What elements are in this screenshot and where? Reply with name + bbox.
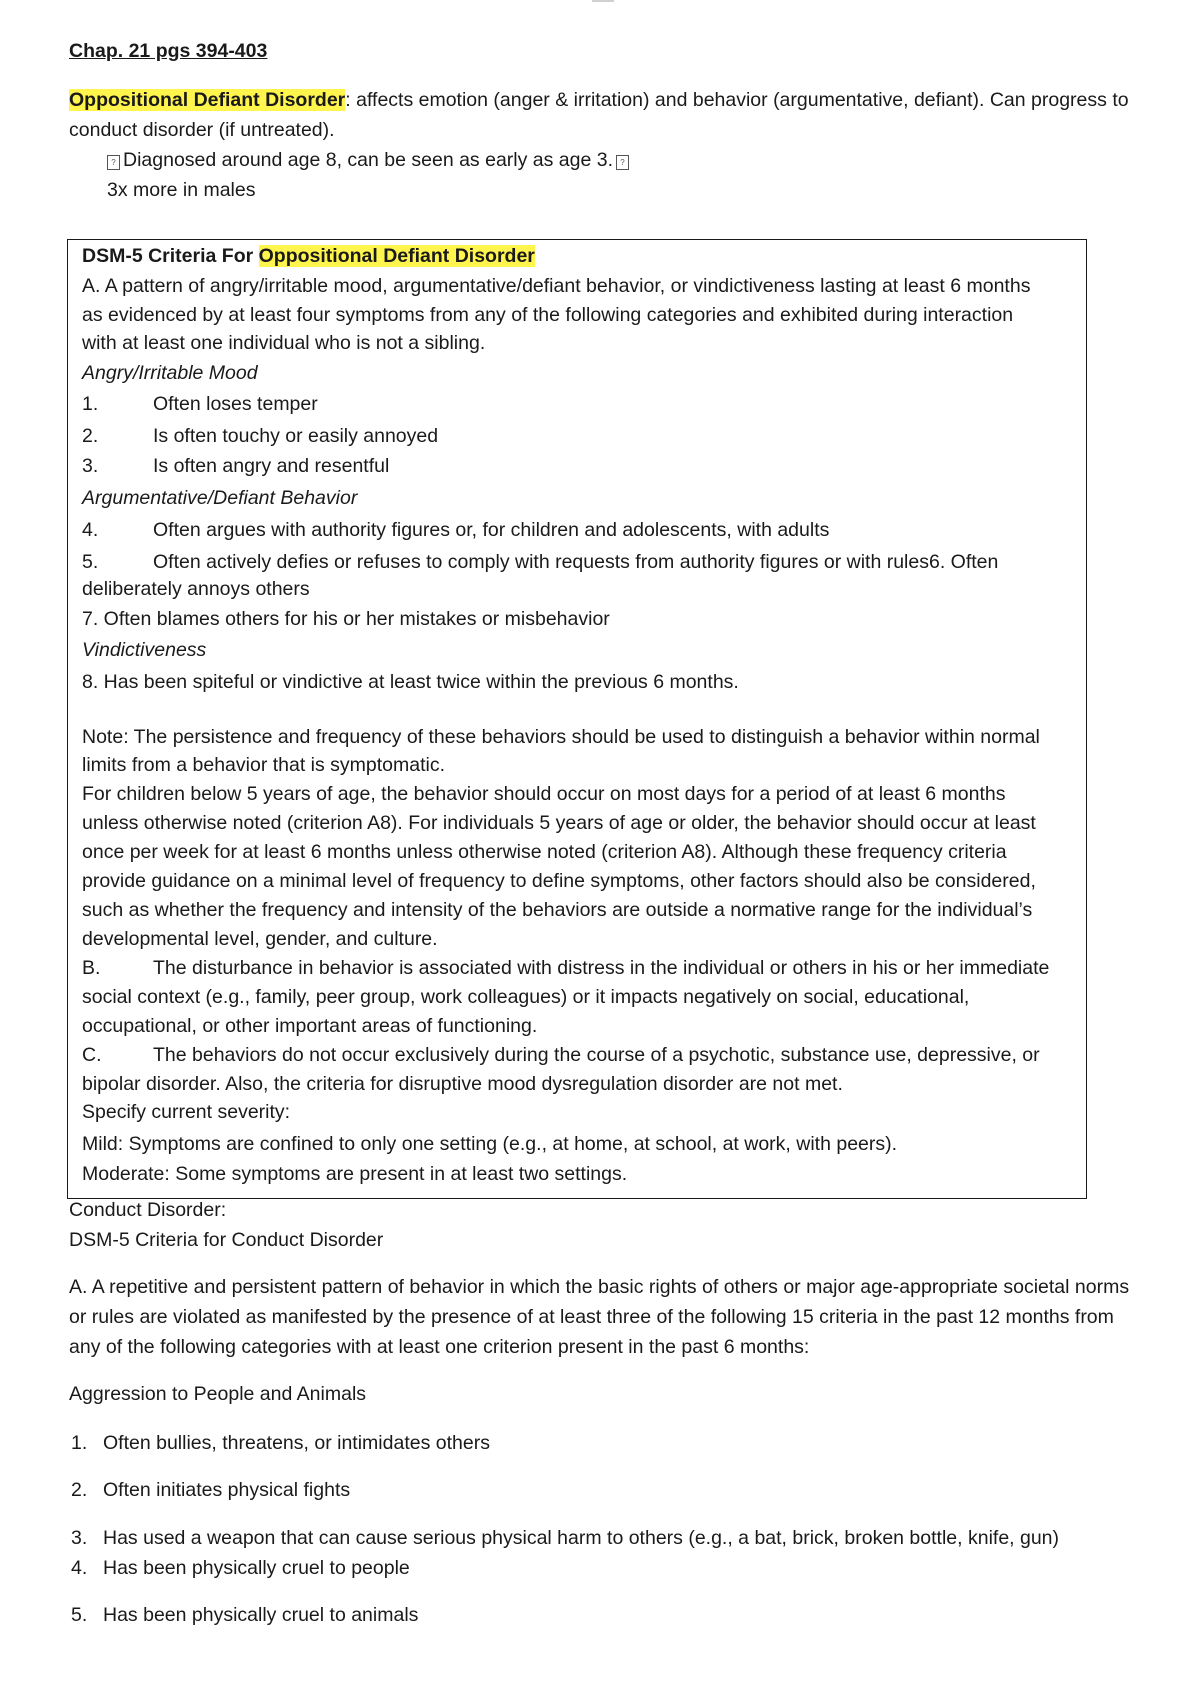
odd-note-1	[107, 149, 629, 172]
odd-c-line-2: bipolar disorder. Also, the criteria for disruptive mood dysregulation disorder are not met.	[82, 1073, 843, 1095]
cd-a-line-3: any of the following categories with at least one criterion present in the past 6 months:	[69, 1336, 810, 1358]
cd-item-number: 4.	[71, 1557, 88, 1579]
cd-item-number: 5.	[71, 1604, 88, 1626]
odd-item-2: Is often touchy or easily annoyed	[153, 425, 439, 447]
odd-item-1: Often loses temper	[153, 393, 318, 415]
odd-criterion-b-label: B.	[82, 957, 101, 979]
placeholder-glyph-icon: ?	[616, 155, 629, 170]
cd-item-2: Often initiates physical fights	[103, 1479, 351, 1501]
odd-note-line-2: limits from a behavior that is symptomatic.	[82, 754, 446, 776]
odd-b-line-1: The disturbance in behavior is associated with distress in the individual or others in his or her immediate	[153, 957, 1050, 979]
cd-item-4: Has been physically cruel to people	[103, 1557, 410, 1579]
cd-title: Conduct Disorder:	[69, 1199, 227, 1221]
odd-b-line-3: occupational, or other important areas of functioning.	[82, 1015, 538, 1037]
odd-note-line-8: developmental level, gender, and culture.	[82, 928, 438, 950]
odd-severity-mild: Mild: Symptoms are confined to only one setting (e.g., at home, at school, at work, with peers).	[82, 1133, 898, 1155]
cd-criteria-title: DSM-5 Criteria for Conduct Disorder	[69, 1229, 384, 1251]
odd-item-7: 7. Often blames others for his or her mistakes or misbehavior	[82, 608, 610, 630]
cd-category-aggression: Aggression to People and Animals	[69, 1383, 367, 1405]
odd-item-number: 2.	[82, 425, 99, 447]
odd-note-1-text: Diagnosed around age 8, can be seen as early as age 3.	[123, 149, 614, 171]
odd-note-line-7: such as whether the frequency and intensity of the behaviors are outside a normative range for the individual’s	[82, 899, 1033, 921]
cd-item-number: 3.	[71, 1527, 88, 1549]
odd-c-line-1: The behaviors do not occur exclusively during the course of a psychotic, substance use, depressive, or	[153, 1044, 1040, 1066]
chapter-title: Chap. 21 pgs 394-403	[69, 40, 268, 62]
cd-a-line-1: A. A repetitive and persistent pattern of behavior in which the basic rights of others or major age-appropriate societal norms	[69, 1276, 1130, 1298]
odd-note-line-1: Note: The persistence and frequency of these behaviors should be used to distinguish a behavior within normal	[82, 726, 1040, 748]
odd-severity-moderate: Moderate: Some symptoms are present in at least two settings.	[82, 1163, 628, 1185]
cd-item-number: 2.	[71, 1479, 88, 1501]
odd-criterion-c-label: C.	[82, 1044, 102, 1066]
odd-b-line-2: social context (e.g., family, peer group, work colleagues) or it impacts negatively on social, educational,	[82, 986, 970, 1008]
odd-item-4: Often argues with authority figures or, for children and adolescents, with adults	[153, 519, 830, 541]
odd-a-line-3: with at least one individual who is not a sibling.	[82, 332, 486, 354]
odd-box-heading	[82, 245, 535, 268]
odd-box-heading-prefix: DSM-5 Criteria For	[82, 245, 259, 267]
odd-item-number: 5.	[82, 551, 99, 573]
odd-category-vindictiveness: Vindictiveness	[82, 639, 207, 661]
odd-note-line-5: once per week for at least 6 months unless otherwise noted (criterion A8). Although these frequency criteria	[82, 841, 1007, 863]
odd-category-angry: Angry/Irritable Mood	[82, 362, 258, 384]
odd-note-2: 3x more in males	[107, 179, 256, 201]
odd-item-number: 4.	[82, 519, 99, 541]
cd-item-5: Has been physically cruel to animals	[103, 1604, 419, 1626]
odd-a-line-1: A. A pattern of angry/irritable mood, argumentative/defiant behavior, or vindictiveness lasting at least 6 months	[82, 275, 1031, 297]
odd-intro-desc: : affects emotion (anger & irritation) and behavior (argumentative, defiant). Can progress to	[345, 89, 1129, 111]
odd-intro-line-2: conduct disorder (if untreated).	[69, 119, 335, 141]
cd-item-number: 1.	[71, 1432, 88, 1454]
odd-note-line-4: unless otherwise noted (criterion A8). For individuals 5 years of age or older, the behavior should occur at least	[82, 812, 1036, 834]
cd-a-line-2: or rules are violated as manifested by the presence of at least three of the following 15 criteria in the past 12 months from	[69, 1306, 1114, 1328]
odd-severity-label: Specify current severity:	[82, 1101, 291, 1123]
odd-highlight-term: Oppositional Defiant Disorder	[69, 89, 346, 111]
cd-item-3: Has used a weapon that can cause serious physical harm to others (e.g., a bat, brick, broken bottle, knife, gun)	[103, 1527, 1060, 1549]
cd-item-1: Often bullies, threatens, or intimidates others	[103, 1432, 490, 1454]
page-top-mark	[592, 0, 614, 2]
odd-note-line-3: For children below 5 years of age, the behavior should occur on most days for a period of at least 6 months	[82, 783, 1006, 805]
odd-item-5-cont: deliberately annoys others	[82, 578, 310, 600]
odd-item-8: 8. Has been spiteful or vindictive at least twice within the previous 6 months.	[82, 671, 739, 693]
odd-note-line-6: provide guidance on a minimal level of frequency to define symptoms, other factors should also be considered,	[82, 870, 1036, 892]
odd-box-heading-term: Oppositional Defiant Disorder	[258, 245, 535, 267]
odd-item-3: Is often angry and resentful	[153, 455, 390, 477]
odd-a-line-2: as evidenced by at least four symptoms from any of the following categories and exhibited during interaction	[82, 304, 1014, 326]
placeholder-glyph-icon: ?	[107, 155, 120, 170]
odd-category-argumentative: Argumentative/Defiant Behavior	[82, 487, 358, 509]
odd-intro-line-1	[69, 89, 1129, 112]
odd-item-number: 3.	[82, 455, 99, 477]
odd-item-5: Often actively defies or refuses to comply with requests from authority figures or with rules6. Often	[153, 551, 999, 573]
odd-item-number: 1.	[82, 393, 99, 415]
